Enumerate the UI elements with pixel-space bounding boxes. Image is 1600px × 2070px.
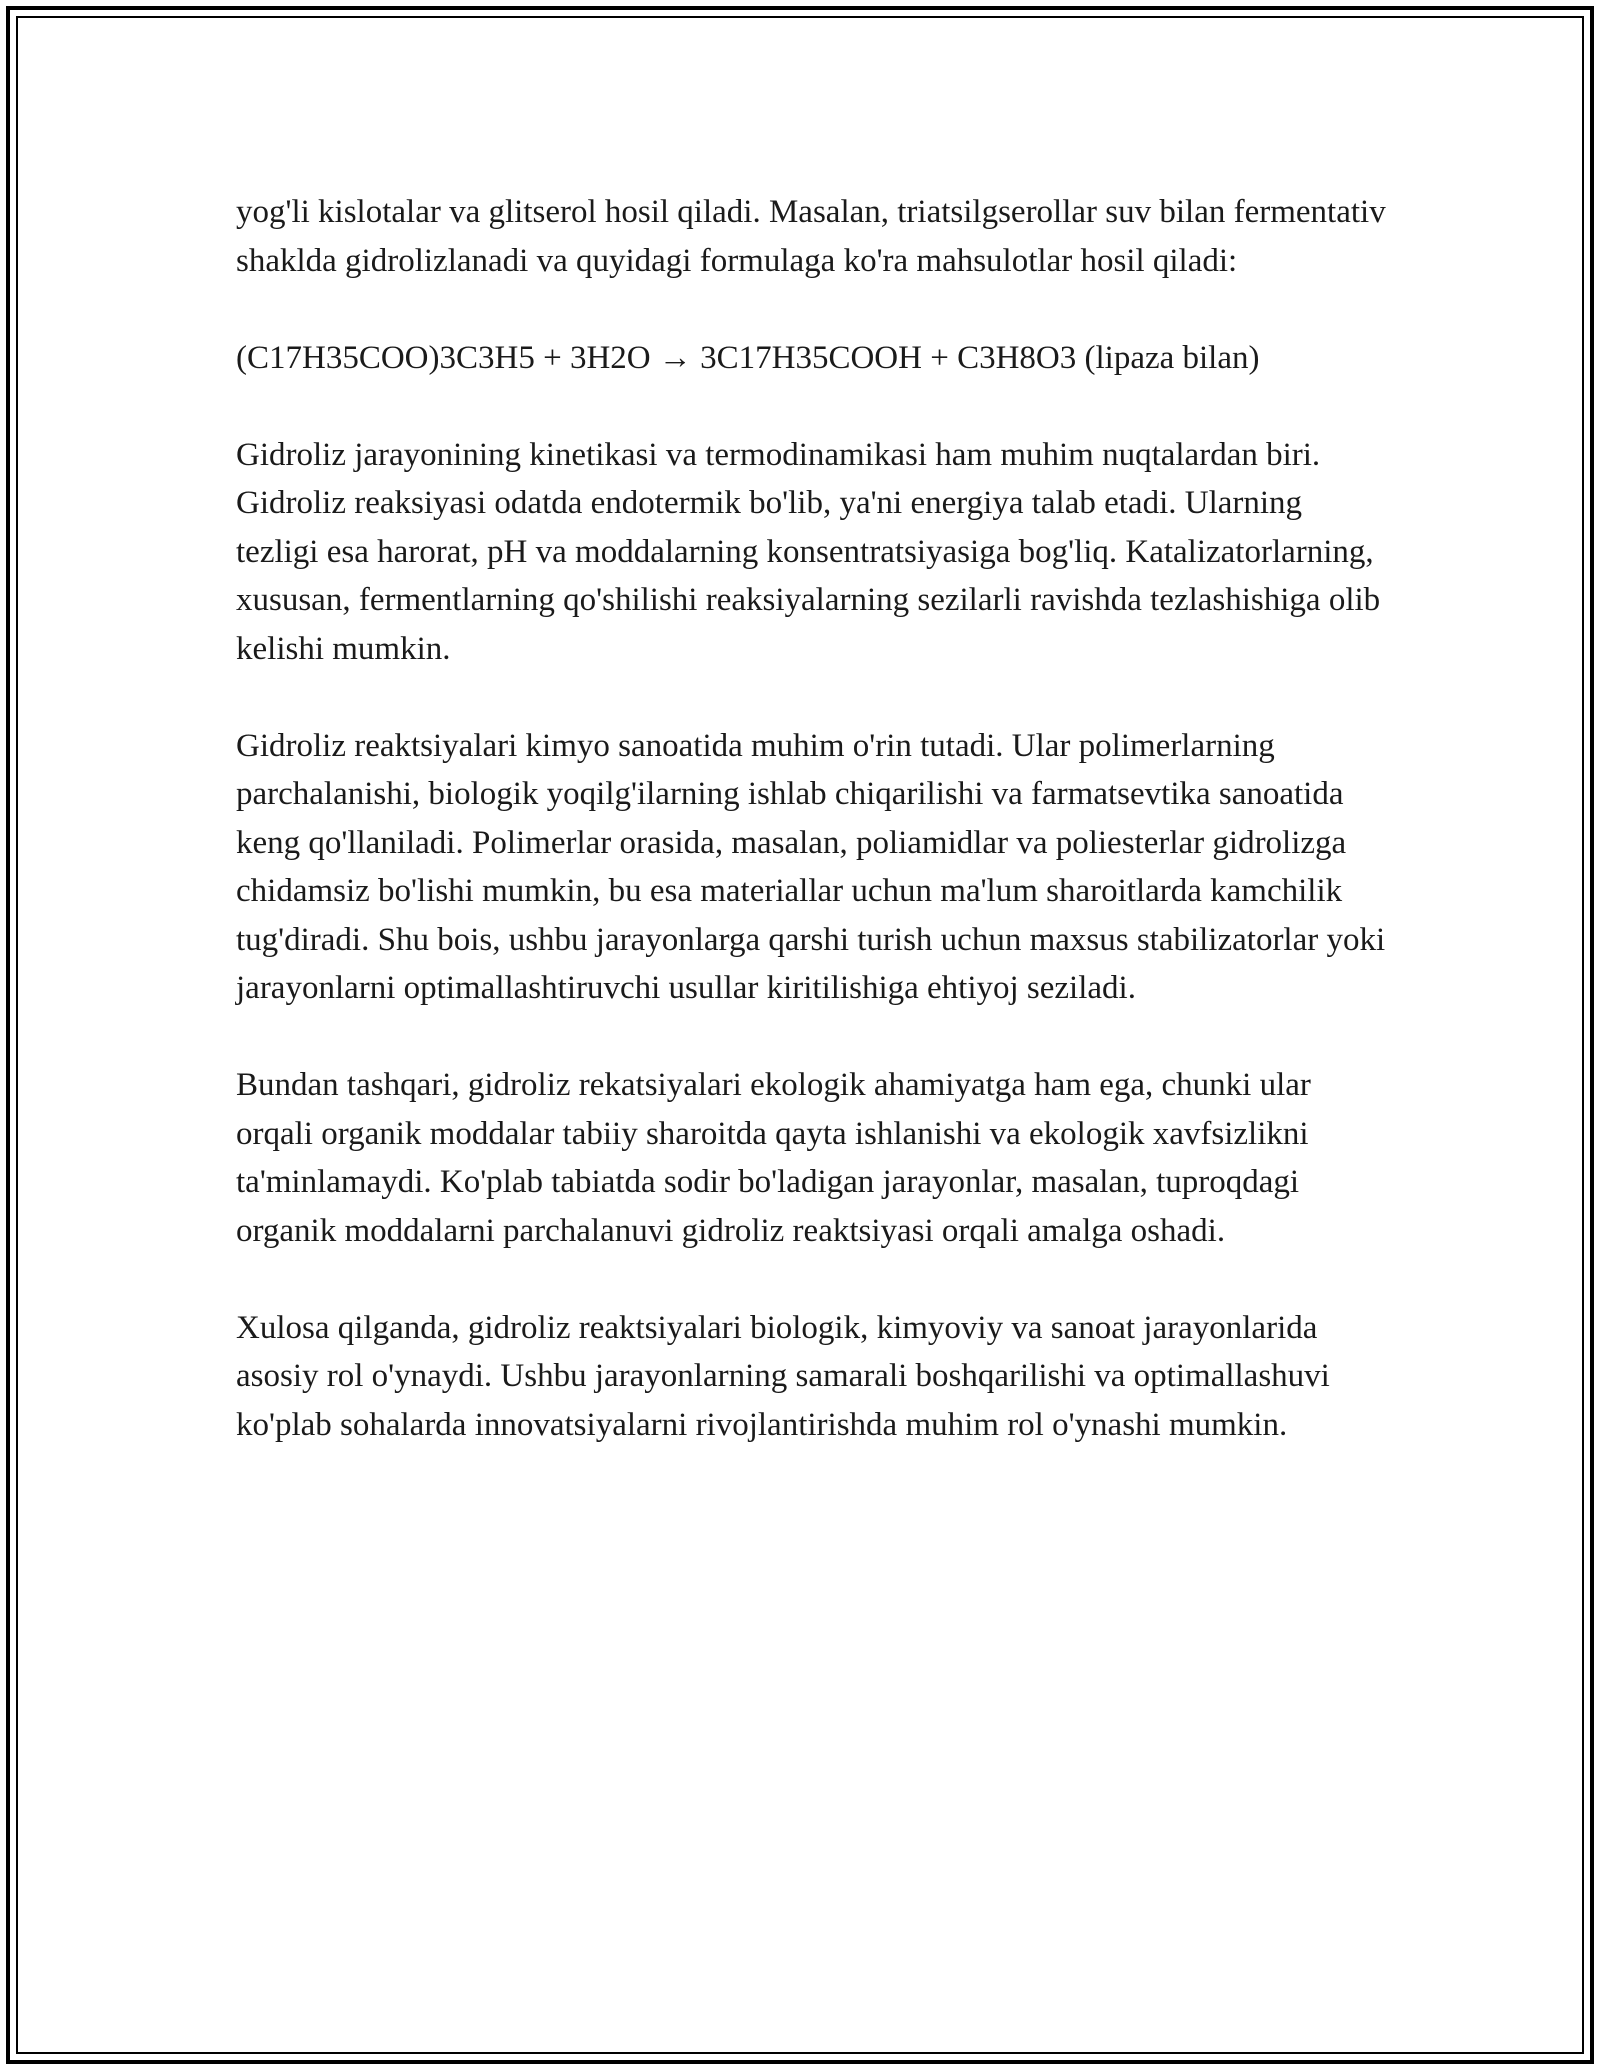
paragraph-hydrolysis-intro: yog'li kislotalar va glitserol hosil qiladi. Masalan, triatsilgserollar suv bilan fermentativ shaklda gidrolizlanadi va quyidagi formulaga ko'ra mahsulotlar hosil qiladi: [236, 194, 1386, 279]
paragraph-chemical-equation: (C17H35COO)3C3H5 + 3H2O → 3C17H35COOH + C3H8O3 (lipaza bilan) [236, 339, 1260, 376]
document-body [236, 188, 1386, 1498]
paragraph-industry: Gidroliz reaktsiyalari kimyo sanoatida muhim o'rin tutadi. Ular polimerlarning parchalanishi, biologik yoqilg'ilarning ishlab chiqarilishi va farmatsevtika sanoatida keng qo'llaniladi. Polimerlar orasida, masalan, poliamidlar va poliesterlar gidrolizga chidamsiz bo'lishi mumkin, bu esa materiallar uchun ma'lum sharoitlarda kamchilik tug'diradi. Shu bois, ushbu jarayonlarga qarshi turish uchun maxsus stabilizatorlar yoki jarayonlarni optimallashtiruvchi usullar kiritilishiga ehtiyoj seziladi. [236, 727, 1386, 1006]
paragraph-kinetics: Gidroliz jarayonining kinetikasi va termodinamikasi ham muhim nuqtalardan biri. Gidroliz reaksiyasi odatda endotermik bo'lib, ya'ni energiya talab etadi. Ularning tezligi esa harorat, pH va moddalarning konsentratsiyasiga bog'liq. Katalizatorlarning, xususan, fermentlarning qo'shilishi reaksiyalarning sezilarli ravishda tezlashishiga olib kelishi mumkin. [236, 436, 1381, 667]
paragraph-ecology: Bundan tashqari, gidroliz rekatsiyalari ekologik ahamiyatga ham ega, chunki ular orqali organik moddalar tabiiy sharoitda qayta ishlanishi va ekologik xavfsizlikni ta'minlamaydi. Ko'plab tabiatda sodir bo'ladigan jarayonlar, masalan, tuproqdagi organik moddalarni parchalanuvi gidroliz reaktsiyasi orqali amalga oshadi. [236, 1067, 1311, 1249]
paragraph-conclusion: Xulosa qilganda, gidroliz reaktsiyalari biologik, kimyoviy va sanoat jarayonlarida asosiy rol o'ynaydi. Ushbu jarayonlarning samarali boshqarilishi va optimallashuvi ko'plab sohalarda innovatsiyalarni rivojlantirishda muhim rol o'ynashi mumkin. [236, 1309, 1330, 1443]
